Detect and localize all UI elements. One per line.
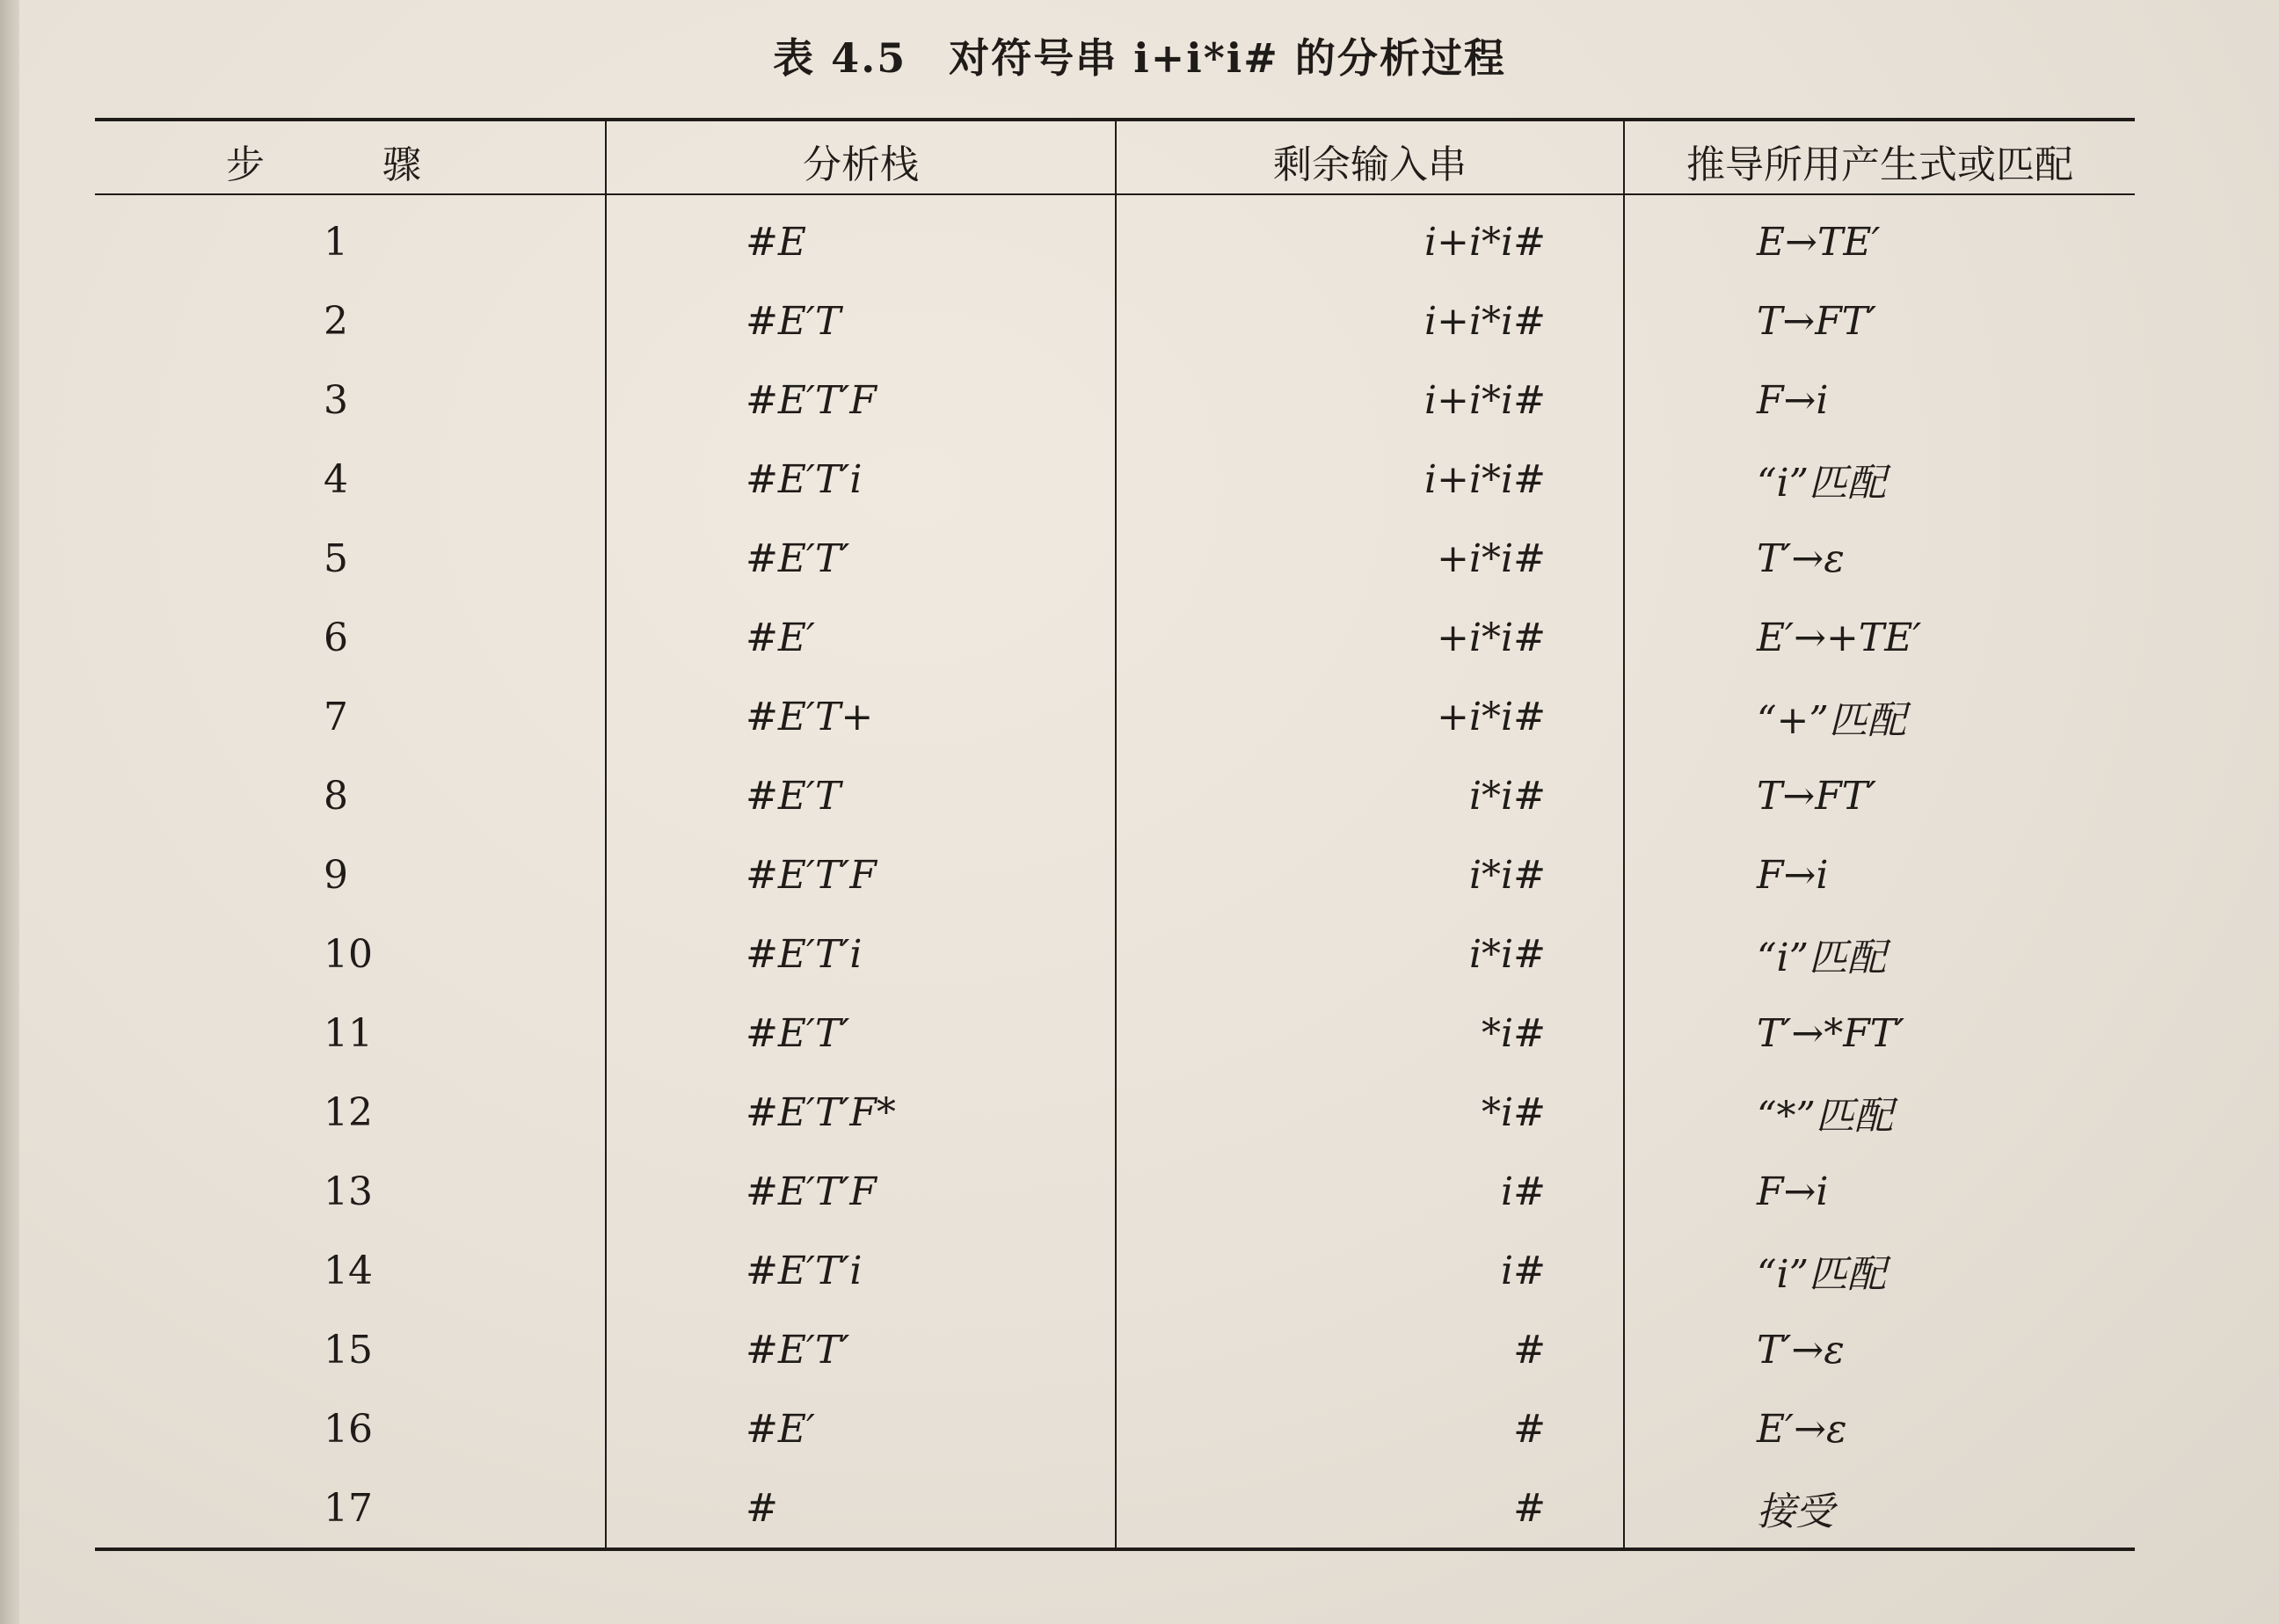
header-step: 步 骤 (226, 142, 474, 187)
table-caption (0, 26, 2279, 84)
rule-cell: 接受 (1757, 1489, 1834, 1534)
stack-cell: #E′T′ (746, 1010, 850, 1056)
input-cell: i+i*i# (1424, 298, 1546, 344)
rule-cell: T→FT′ (1757, 773, 1877, 819)
step-cell: 14 (324, 1248, 373, 1293)
stack-cell: #E′T′F* (746, 1089, 896, 1135)
table-body (95, 202, 2135, 1548)
rule-cell: “i”匹配 (1757, 936, 1887, 980)
stack-cell: #E′T′i (746, 456, 863, 502)
stack-cell: #E′T′F (746, 1169, 877, 1214)
page-edge (0, 0, 19, 1624)
step-cell: 2 (324, 298, 348, 344)
header-remaining-input: 剩余输入串 (1273, 142, 1467, 187)
stack-cell: # (746, 1485, 778, 1531)
rule-cell: T′→ε (1757, 535, 1845, 581)
input-cell: i+i*i# (1424, 456, 1546, 502)
input-cell: +i*i# (1437, 615, 1546, 660)
table-row (95, 994, 2135, 1073)
input-cell: i# (1501, 1248, 1546, 1293)
rule-cell: “i”匹配 (1757, 461, 1887, 506)
table-number: 表 4.5 (773, 34, 907, 82)
table-row (95, 281, 2135, 360)
table-row (95, 1389, 2135, 1468)
rule-cell: “*”匹配 (1757, 1094, 1893, 1139)
step-cell: 12 (324, 1089, 373, 1135)
table-row (95, 440, 2135, 519)
analysis-table (95, 97, 2135, 1556)
table-row (95, 519, 2135, 598)
stack-cell: #E′T′ (746, 535, 850, 581)
input-cell: i*i# (1468, 773, 1546, 819)
step-cell: 5 (324, 535, 348, 581)
rule-cell: E→TE′ (1757, 219, 1881, 265)
rule-cell: F→i (1757, 377, 1829, 423)
stack-cell: #E′T′i (746, 931, 863, 977)
table-row (95, 598, 2135, 677)
input-cell: # (1513, 1327, 1546, 1373)
step-cell: 6 (324, 615, 348, 660)
rule-cell: T′→ε (1757, 1327, 1845, 1373)
rule-cell: E′→+TE′ (1757, 615, 1922, 660)
header-production: 推导所用产生式或匹配 (1686, 142, 2073, 187)
rule-cell: “i”匹配 (1757, 1252, 1887, 1297)
table-title: 对符号串 i+i*i# 的分析过程 (949, 34, 1506, 82)
input-cell: # (1513, 1485, 1546, 1531)
table-row (95, 1468, 2135, 1548)
table-row (95, 1310, 2135, 1389)
stack-cell: #E′T (746, 773, 841, 819)
step-cell: 17 (324, 1485, 373, 1531)
stack-cell: #E′T+ (746, 694, 874, 739)
rule-cell: F→i (1757, 1169, 1829, 1214)
rule-cell: “+”匹配 (1757, 698, 1906, 743)
step-cell: 1 (324, 219, 348, 265)
table-row (95, 1231, 2135, 1310)
input-cell: # (1513, 1406, 1546, 1452)
input-cell: i+i*i# (1424, 377, 1546, 423)
table-row (95, 360, 2135, 440)
step-cell: 3 (324, 377, 348, 423)
table-row (95, 202, 2135, 281)
rule-cell: F→i (1757, 852, 1829, 898)
rule-cell: T→FT′ (1757, 298, 1877, 344)
input-cell: i*i# (1468, 931, 1546, 977)
input-cell: *i# (1482, 1089, 1546, 1135)
step-cell: 10 (324, 931, 373, 977)
table-row (95, 914, 2135, 994)
step-cell: 11 (324, 1010, 373, 1056)
stack-cell: #E′ (746, 615, 815, 660)
step-cell: 7 (324, 694, 348, 739)
rule-cell: T′→*FT′ (1757, 1010, 1905, 1056)
step-cell: 4 (324, 456, 348, 502)
input-cell: *i# (1482, 1010, 1546, 1056)
stack-cell: #E′T′i (746, 1248, 863, 1293)
table-row (95, 1073, 2135, 1152)
step-cell: 15 (324, 1327, 373, 1373)
table-row (95, 756, 2135, 835)
stack-cell: #E′T′F (746, 377, 877, 423)
input-cell: i+i*i# (1424, 219, 1546, 265)
stack-cell: #E′ (746, 1406, 815, 1452)
step-cell: 16 (324, 1406, 373, 1452)
step-cell: 8 (324, 773, 348, 819)
stack-cell: #E′T (746, 298, 841, 344)
input-cell: i*i# (1468, 852, 1546, 898)
stack-cell: #E′T′F (746, 852, 877, 898)
step-cell: 13 (324, 1169, 373, 1214)
table-row (95, 835, 2135, 914)
table-row (95, 1152, 2135, 1231)
step-cell: 9 (324, 852, 348, 898)
stack-cell: #E′T′ (746, 1327, 850, 1373)
input-cell: +i*i# (1437, 535, 1546, 581)
table-row (95, 677, 2135, 756)
input-cell: +i*i# (1437, 694, 1546, 739)
stack-cell: #E (746, 219, 806, 265)
rule-cell: E′→ε (1757, 1406, 1847, 1452)
header-stack: 分析栈 (803, 142, 919, 187)
input-cell: i# (1501, 1169, 1546, 1214)
